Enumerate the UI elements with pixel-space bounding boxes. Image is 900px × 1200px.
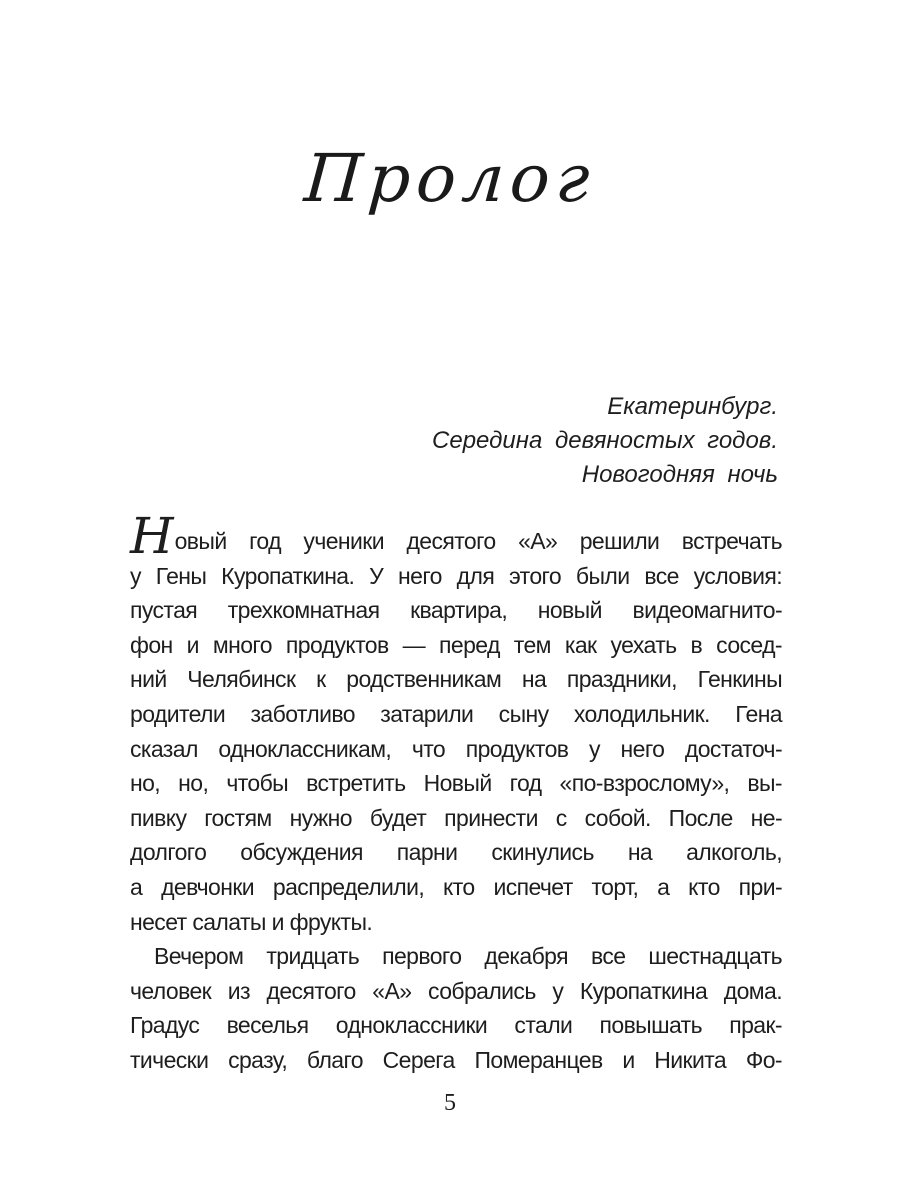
- epigraph-time: Середина девяностых годов.: [432, 427, 778, 454]
- text-line: Градус веселья одноклассники стали повышать прак-: [130, 1012, 782, 1039]
- text-line: ний Челябинск к родственникам на праздники, Генкины: [130, 666, 782, 693]
- text-line: родители заботливо затарили сыну холодильник. Гена: [130, 700, 782, 727]
- text-line: а девчонки распределили, кто испечет торт, а кто при-: [130, 873, 782, 900]
- text-line: долгого обсуждения парни скинулись на алкоголь,: [130, 839, 782, 866]
- epigraph-occasion: Новогодняя ночь: [581, 461, 778, 488]
- drop-cap: Н: [130, 507, 174, 565]
- text-line: человек из десятого «А» собрались у Куропаткина дома.: [130, 977, 782, 1004]
- chapter-title: Пролог: [301, 140, 599, 218]
- text-line: пивку гостям нужно будет принести с собой. После не-: [130, 804, 782, 831]
- text-line: тически сразу, благо Серега Померанцев и Никита Фо-: [130, 1046, 782, 1073]
- text-line: у Гены Куропаткина. У него для этого были все условия:: [130, 562, 782, 589]
- text-line: сказал одноклассникам, что продуктов у него достаточ-: [130, 735, 782, 762]
- text-line: несет салаты и фрукты.: [130, 908, 373, 935]
- body-text: [130, 507, 782, 1078]
- text-line: но, но, чтобы встретить Новый год «по-взрослому», вы-: [130, 770, 782, 797]
- text-line: Вечером тридцать первого декабря все шестнадцать: [154, 943, 782, 970]
- text-line: Новый год ученики десятого «А» решили встречать: [130, 507, 782, 565]
- text-line: пустая трехкомнатная квартира, новый видеомагнито-: [130, 597, 782, 624]
- epigraph: [432, 390, 778, 492]
- page-number: 5: [444, 1090, 456, 1116]
- epigraph-place: Екатеринбург.: [607, 393, 778, 420]
- text-line: фон и много продуктов — перед тем как уехать в сосед-: [130, 631, 782, 658]
